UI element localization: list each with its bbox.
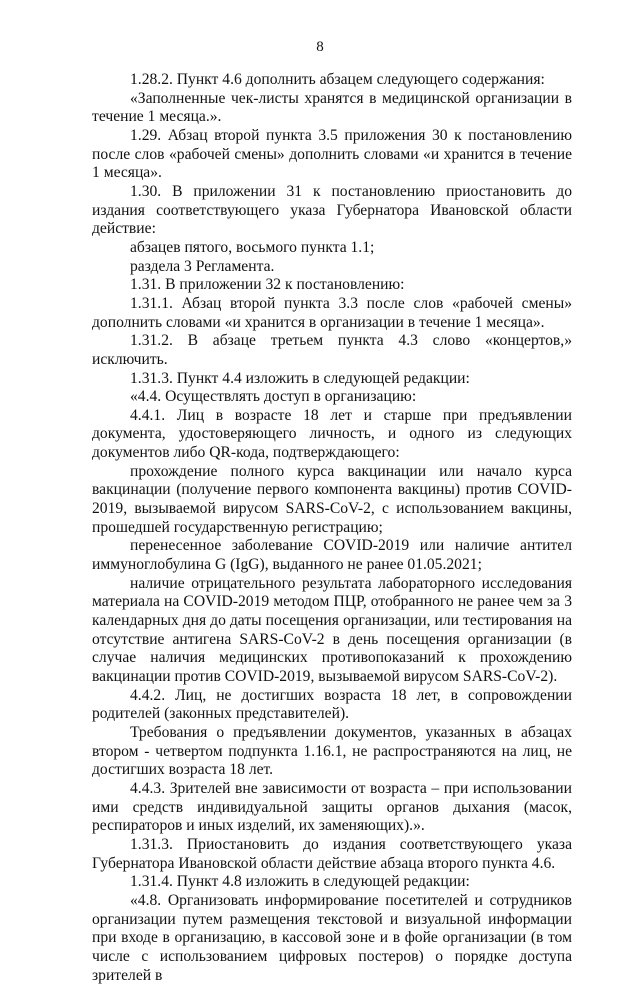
paragraph-1-29: 1.29. Абзац второй пункта 3.5 приложения 30 к постановлению после слов «рабочей смены» дополнить словами «и хранится в течение 1 месяца».: [92, 126, 572, 182]
paragraph-1-31-3-b: 1.31.3. Приостановить до издания соответствующего указа Губернатора Ивановской области действие абзаца второго пункта 4.6.: [92, 835, 572, 872]
paragraph-1-31: 1.31. В приложении 32 к постановлению:: [130, 276, 405, 294]
paragraph-quote-checklists: «Заполненные чек-листы хранятся в медицинской организации в течение 1 месяца.».: [92, 89, 572, 126]
paragraph-4-4-1: 4.4.1. Лиц в возрасте 18 лет и старше при предъявлении документа, удостоверяющего личность, и одного из следующих документов либо QR-кода, подтверждающего:: [92, 406, 572, 462]
paragraph-abzacev: абзацев пятого, восьмого пункта 1.1;: [130, 238, 375, 256]
paragraph-razdela-3: раздела 3 Регламента.: [130, 257, 275, 275]
paragraph-recovered: перенесенное заболевание COVID-2019 или наличие антител иммуноглобулина G (IgG), выданного не ранее 01.05.2021;: [92, 537, 572, 574]
paragraph-1-31-3-a: 1.31.3. Пункт 4.4 изложить в следующей редакции:: [130, 369, 470, 387]
paragraph-1-31-4: 1.31.4. Пункт 4.8 изложить в следующей редакции:: [130, 873, 470, 891]
paragraph-4-4-2: 4.4.2. Лиц, не достигших возраста 18 лет, в сопровождении родителей (законных представителей).: [92, 686, 572, 723]
paragraph-4-4-3: 4.4.3. Зрителей вне зависимости от возраста – при использовании ими средств индивидуальной защиты органов дыхания (масок, респираторов и иных изделий, их заменяющих).».: [92, 779, 572, 835]
paragraph-4-8: «4.8. Организовать информирование посетителей и сотрудников организации путем размещения текстовой и визуальной информации при входе в организацию, в кассовой зоне и в фойе организации (в том числе с использованием цифровых постеров) о порядке доступа зрителей в: [92, 891, 572, 984]
paragraph-1-30: 1.30. В приложении 31 к постановлению приостановить до издания соответствующего указа Губернатора Ивановской области действие:: [92, 182, 572, 238]
page-number: 8: [316, 39, 324, 55]
paragraph-negative-test: наличие отрицательного результата лабораторного исследования материала на COVID-2019 методом ПЦР, отобранного не ранее чем за 3 календарных дня до даты посещения организации, или тестирования на отсутствие антигена SARS-CoV-2 в день посещения организации (в случае наличия медицинских противопоказаний к прохождению вакцинации против COVID-2019, вызываемой вирусом SARS-CoV-2).: [92, 574, 572, 685]
document-body: [92, 71, 572, 985]
paragraph-vaccination: прохождение полного курса вакцинации или начало курса вакцинации (получение первого компонента вакцины) против COVID-2019, вызываемой вирусом SARS-CoV-2, с использованием вакцины, прошедшей государственную регистрацию;: [92, 462, 572, 536]
paragraph-requirements: Требования о предъявлении документов, указанных в абзацах втором - четвертом подпункта 1.16.1, не распространяются на лиц, не достигших возраста 18 лет.: [92, 723, 572, 779]
paragraph-1-31-1: 1.31.1. Абзац второй пункта 3.3 после слов «рабочей смены» дополнить словами «и хранится в организации в течение 1 месяца».: [92, 294, 572, 331]
paragraph-1-28-2: 1.28.2. Пункт 4.6 дополнить абзацем следующего содержания:: [130, 71, 545, 88]
paragraph-4-4: «4.4. Осуществлять доступ в организацию:: [130, 388, 417, 406]
paragraph-1-31-2: 1.31.2. В абзаце третьем пункта 4.3 слово «концертов,» исключить.: [92, 332, 572, 368]
